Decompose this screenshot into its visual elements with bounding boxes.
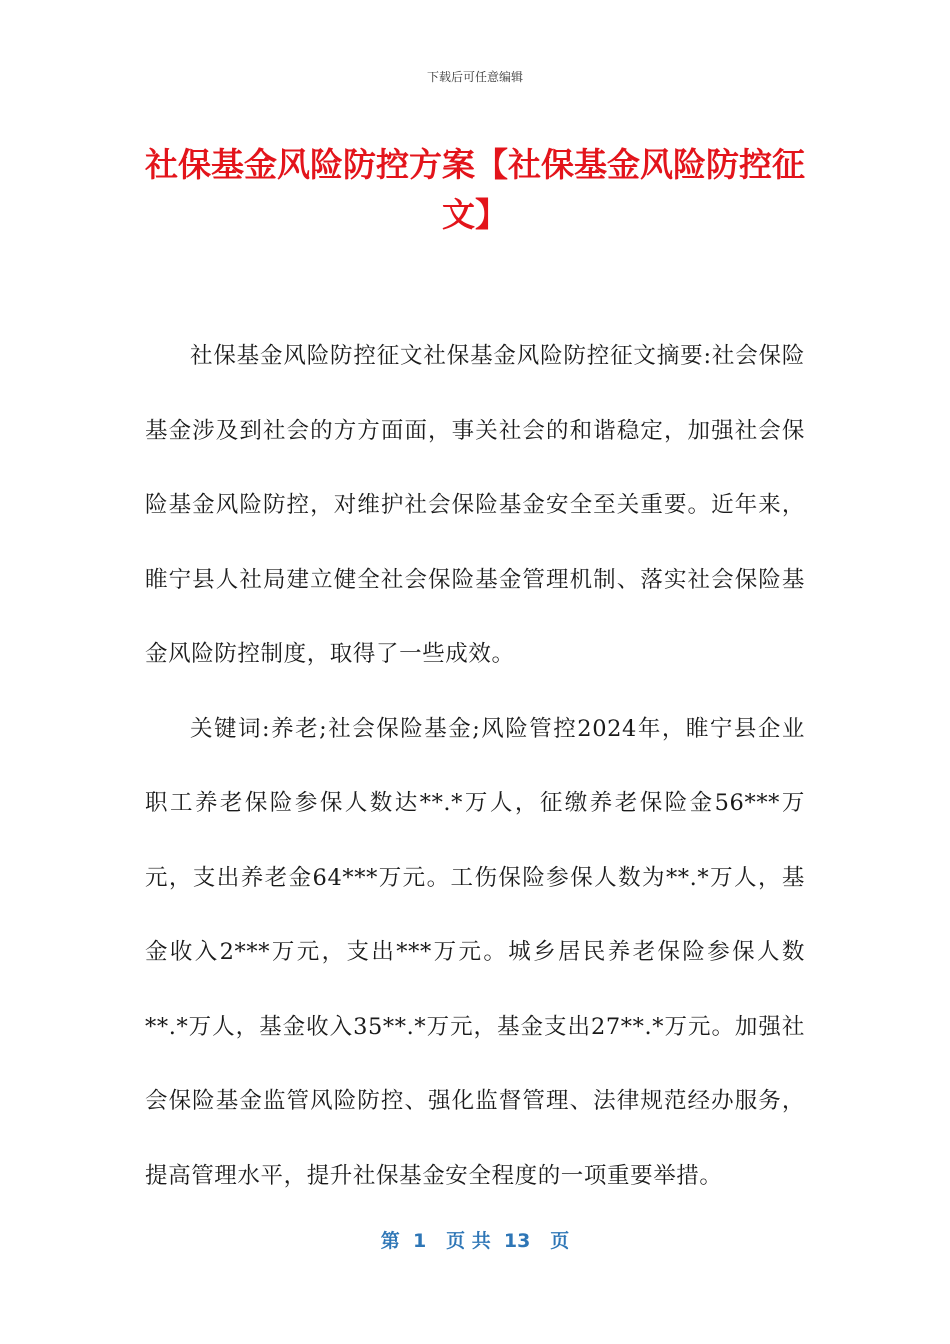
body-paragraph-2: 关键词:养老;社会保险基金;风险管控2024年，睢宁县企业职工养老保险参保人数达**.*万人，征缴养老保险金56***万元，支出养老金64***万元。工伤保险参保人数为**.*万人，基金收入2***万元，支出***万元。城乡居民养老保险参保人数**.*万人，基金收入35**.*万元，基金支出27**.*万元。加强社会保险基金监管风险防控、强化监督管理、法律规范经办服务，提高管理水平，提升社保基金安全程度的一项重要举措。 [145,715,805,1189]
page-header-note: 下载后可任意编辑 [426,70,523,84]
document-title: 社保基金风险防控方案【社保基金风险防控征文】 [145,145,805,234]
body-paragraph-1: 社保基金风险防控征文社保基金风险防控征文摘要:社会保险基金涉及到社会的方方面面，事关社会的和谐稳定，加强社会保险基金风险防控，对维护社会保险基金安全至关重要。近年来，睢宁县人社局建立健全社会保险基金管理机制、落实社会保险基金风险防控制度，取得了一些成效。 [145,343,805,667]
page-number-footer: 第 1 页 共 13 页 [380,1230,570,1252]
document-body [145,319,805,1213]
